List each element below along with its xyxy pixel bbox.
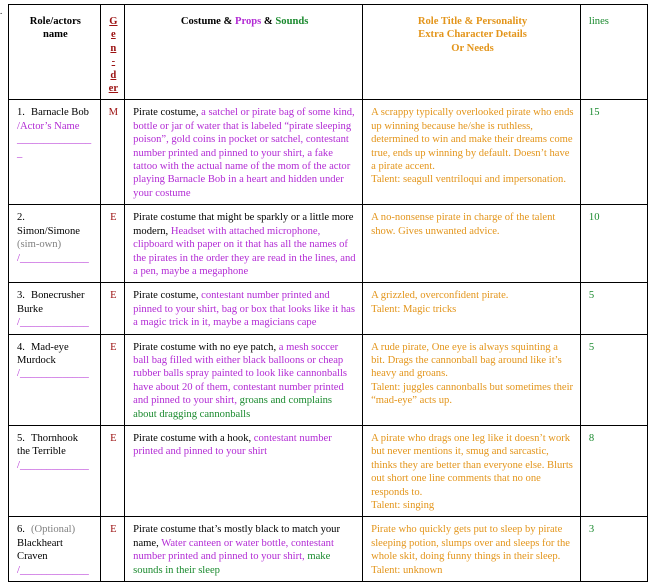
role-name: Simon/Simone xyxy=(17,225,80,237)
header-gender-3: der xyxy=(108,69,119,95)
gender-value: E xyxy=(110,432,117,444)
lines-count: 8 xyxy=(588,432,595,444)
gender-cell xyxy=(100,205,125,283)
lines-count: 5 xyxy=(588,290,595,302)
gender-value: E xyxy=(110,524,117,536)
role-name-line xyxy=(17,106,94,119)
actor-name-blank: /_____________ xyxy=(17,317,89,329)
header-title-2: Extra Character Details xyxy=(418,29,527,41)
role-name: Blackheart Craven xyxy=(17,537,63,563)
costume-cell xyxy=(125,517,363,582)
talent-text: Talent: seagull ventriloqui and impersonation. xyxy=(371,174,566,186)
costume-text-purple: contestant number printed and pinned to your shirt xyxy=(133,432,332,458)
costume-text-purple: a satchel or pirate bag of some kind, bottle or jar of water that is labeled “pirate sleeping poison”, gold coins in pocket or satchel, contestant number printed and pinned to your shirt, a fake tattoo with the actual name of the mom of the actor playing Barnacle Bob in a heart and hidden under your costume xyxy=(133,107,355,199)
header-costume-sounds: Sounds xyxy=(275,16,309,27)
role-name-line xyxy=(17,289,94,316)
role-name: Thornhook the Terrible xyxy=(17,432,79,458)
talent-text: Talent: unknown xyxy=(371,564,443,576)
costume-text-black: Pirate costume that might be sparkly or a little more modern, xyxy=(133,212,354,237)
role-name: Mad-eye Murdock xyxy=(17,341,69,366)
role-description-cell xyxy=(363,334,581,425)
role-name-line xyxy=(17,341,94,368)
role-optional: (Optional) xyxy=(31,524,76,536)
role-number: 4. xyxy=(17,341,25,353)
personality-text: A grizzled, overconfident pirate. xyxy=(371,290,509,302)
role-subtitle: (sim-own) xyxy=(17,239,62,251)
role-name-line xyxy=(17,432,94,459)
actor-name-blank: /_____________ xyxy=(17,368,89,380)
actor-name-blank: /_____________ xyxy=(17,252,89,264)
role-name: Bonecrusher Burke xyxy=(17,290,85,315)
header-title-1: Role Title & Personality xyxy=(417,16,528,27)
table-row xyxy=(9,100,648,205)
personality-text: A pirate who drags one leg like it doesn’t work but never mentions it, smug and sarcastic, thinks they are better than everyone else. Blurts out short one line comments that no one responds to. xyxy=(371,432,573,498)
header-title xyxy=(363,5,581,100)
role-name-cell xyxy=(9,517,101,582)
gender-cell xyxy=(100,425,125,516)
costume-cell xyxy=(125,334,363,425)
header-lines: lines xyxy=(580,5,647,100)
lines-cell xyxy=(580,425,647,516)
role-description-cell xyxy=(363,425,581,516)
role-name-cell xyxy=(9,205,101,283)
gender-cell xyxy=(100,517,125,582)
costume-text-purple: Headset with attached microphone, clipboard with paper on it that has all the names of the pirates in the order they are read in the lines, and a pen, maybe a megaphone xyxy=(133,225,356,277)
cast-table xyxy=(8,4,648,582)
costume-text-black: Pirate costume with a hook, xyxy=(133,432,254,444)
role-description-cell xyxy=(363,100,581,205)
costume-text-black: Pirate costume, xyxy=(133,290,202,302)
costume-text-green: make sounds in their sleep xyxy=(133,551,331,576)
gender-value: E xyxy=(110,290,117,302)
actor-name-blank: /_____________ xyxy=(17,564,89,576)
lines-cell xyxy=(580,334,647,425)
margin-mark: . xyxy=(0,6,3,16)
gender-value: M xyxy=(108,107,119,119)
role-number: 3. xyxy=(17,290,25,302)
header-gender-1: Gen xyxy=(109,16,118,54)
actor-name-blank: _______________ xyxy=(17,134,92,159)
costume-text-purple: contestant number printed and pinned to your shirt, bag or box that looks like it has a magic trick in it, maybe a magicians cape xyxy=(133,290,356,329)
role-description-cell xyxy=(363,283,581,334)
gender-cell xyxy=(100,100,125,205)
gender-cell xyxy=(100,334,125,425)
role-name-cell xyxy=(9,100,101,205)
personality-text: Pirate who quickly gets put to sleep by pirate sleeping potion, slumps over and sleeps for the whole skit, doing funny things in their sleep. xyxy=(371,524,570,563)
lines-cell xyxy=(580,517,647,582)
header-title-3: Or Needs xyxy=(451,42,494,54)
costume-cell xyxy=(125,205,363,283)
table-row xyxy=(9,283,648,334)
role-description-cell xyxy=(363,205,581,283)
costume-text-black: Pirate costume, xyxy=(133,107,202,119)
lines-cell xyxy=(580,205,647,283)
lines-count: 3 xyxy=(588,524,595,536)
lines-cell xyxy=(580,100,647,205)
personality-text: A scrappy typically overlooked pirate who ends up winning because he/she is ruthless, determined to win and make their dreams come true, ends up winning by default. Doesn’t have a pirate accent. xyxy=(371,107,574,173)
table-row xyxy=(9,334,648,425)
gender-value: E xyxy=(110,212,117,224)
header-costume xyxy=(125,5,363,100)
header-costume-c: & xyxy=(261,16,276,27)
gender-cell xyxy=(100,283,125,334)
role-description-cell xyxy=(363,517,581,582)
role-number: 6. xyxy=(17,524,25,536)
costume-cell xyxy=(125,283,363,334)
lines-count: 5 xyxy=(588,341,595,353)
header-costume-a: Costume & xyxy=(180,16,235,27)
header-row xyxy=(9,5,648,100)
talent-text: Talent: Magic tricks xyxy=(371,303,457,315)
header-gender-2: - xyxy=(111,56,116,68)
personality-text: A no-nonsense pirate in charge of the talent show. Gives unwanted advice. xyxy=(371,212,556,237)
header-role: Role/actors name xyxy=(9,5,101,100)
role-name-cell xyxy=(9,425,101,516)
lines-count: 15 xyxy=(588,107,600,119)
costume-text-black: Pirate costume that’s mostly black to match your name, xyxy=(133,524,340,549)
role-name-cell xyxy=(9,334,101,425)
header-costume-props: Props xyxy=(234,16,262,27)
role-name-cell xyxy=(9,283,101,334)
role-name-line xyxy=(17,523,94,536)
role-name: Barnacle Bob xyxy=(31,107,89,119)
role-subtitle: /Actor’s Name xyxy=(17,120,80,132)
gender-value: E xyxy=(110,341,117,353)
header-gender xyxy=(100,5,125,100)
personality-text: A rude pirate, One eye is always squinting a bit. Drags the cannonball bag around like it’s heavy and groans. xyxy=(371,341,562,380)
table-row xyxy=(9,517,648,582)
costume-text-purple: Water canteen or water bottle, contestant number printed and pinned to your shirt, xyxy=(133,537,334,563)
lines-cell xyxy=(580,283,647,334)
role-number: 1. xyxy=(17,107,25,119)
lines-count: 10 xyxy=(588,212,600,224)
talent-text: Talent: juggles cannonballs but sometimes their “mad-eye” acts up. xyxy=(371,381,574,407)
costume-text-black: Pirate costume with no eye patch, xyxy=(133,341,279,353)
table-row xyxy=(9,205,648,283)
role-number: 2. xyxy=(17,212,25,224)
role-number: 5. xyxy=(17,432,25,444)
table-row xyxy=(9,425,648,516)
talent-text: Talent: singing xyxy=(371,500,435,511)
costume-cell xyxy=(125,425,363,516)
costume-text-purple: a mesh soccer ball bag filled with either black balloons or cheap rubber balls spray painted to look like cannonballs have about 20 of them, contestant number printed and pinned to your shirt, xyxy=(133,341,348,407)
role-name-line xyxy=(17,211,94,238)
costume-text-green: groans and complains about dragging cannonballs xyxy=(133,395,333,420)
costume-cell xyxy=(125,100,363,205)
actor-name-blank: /_____________ xyxy=(17,459,89,471)
